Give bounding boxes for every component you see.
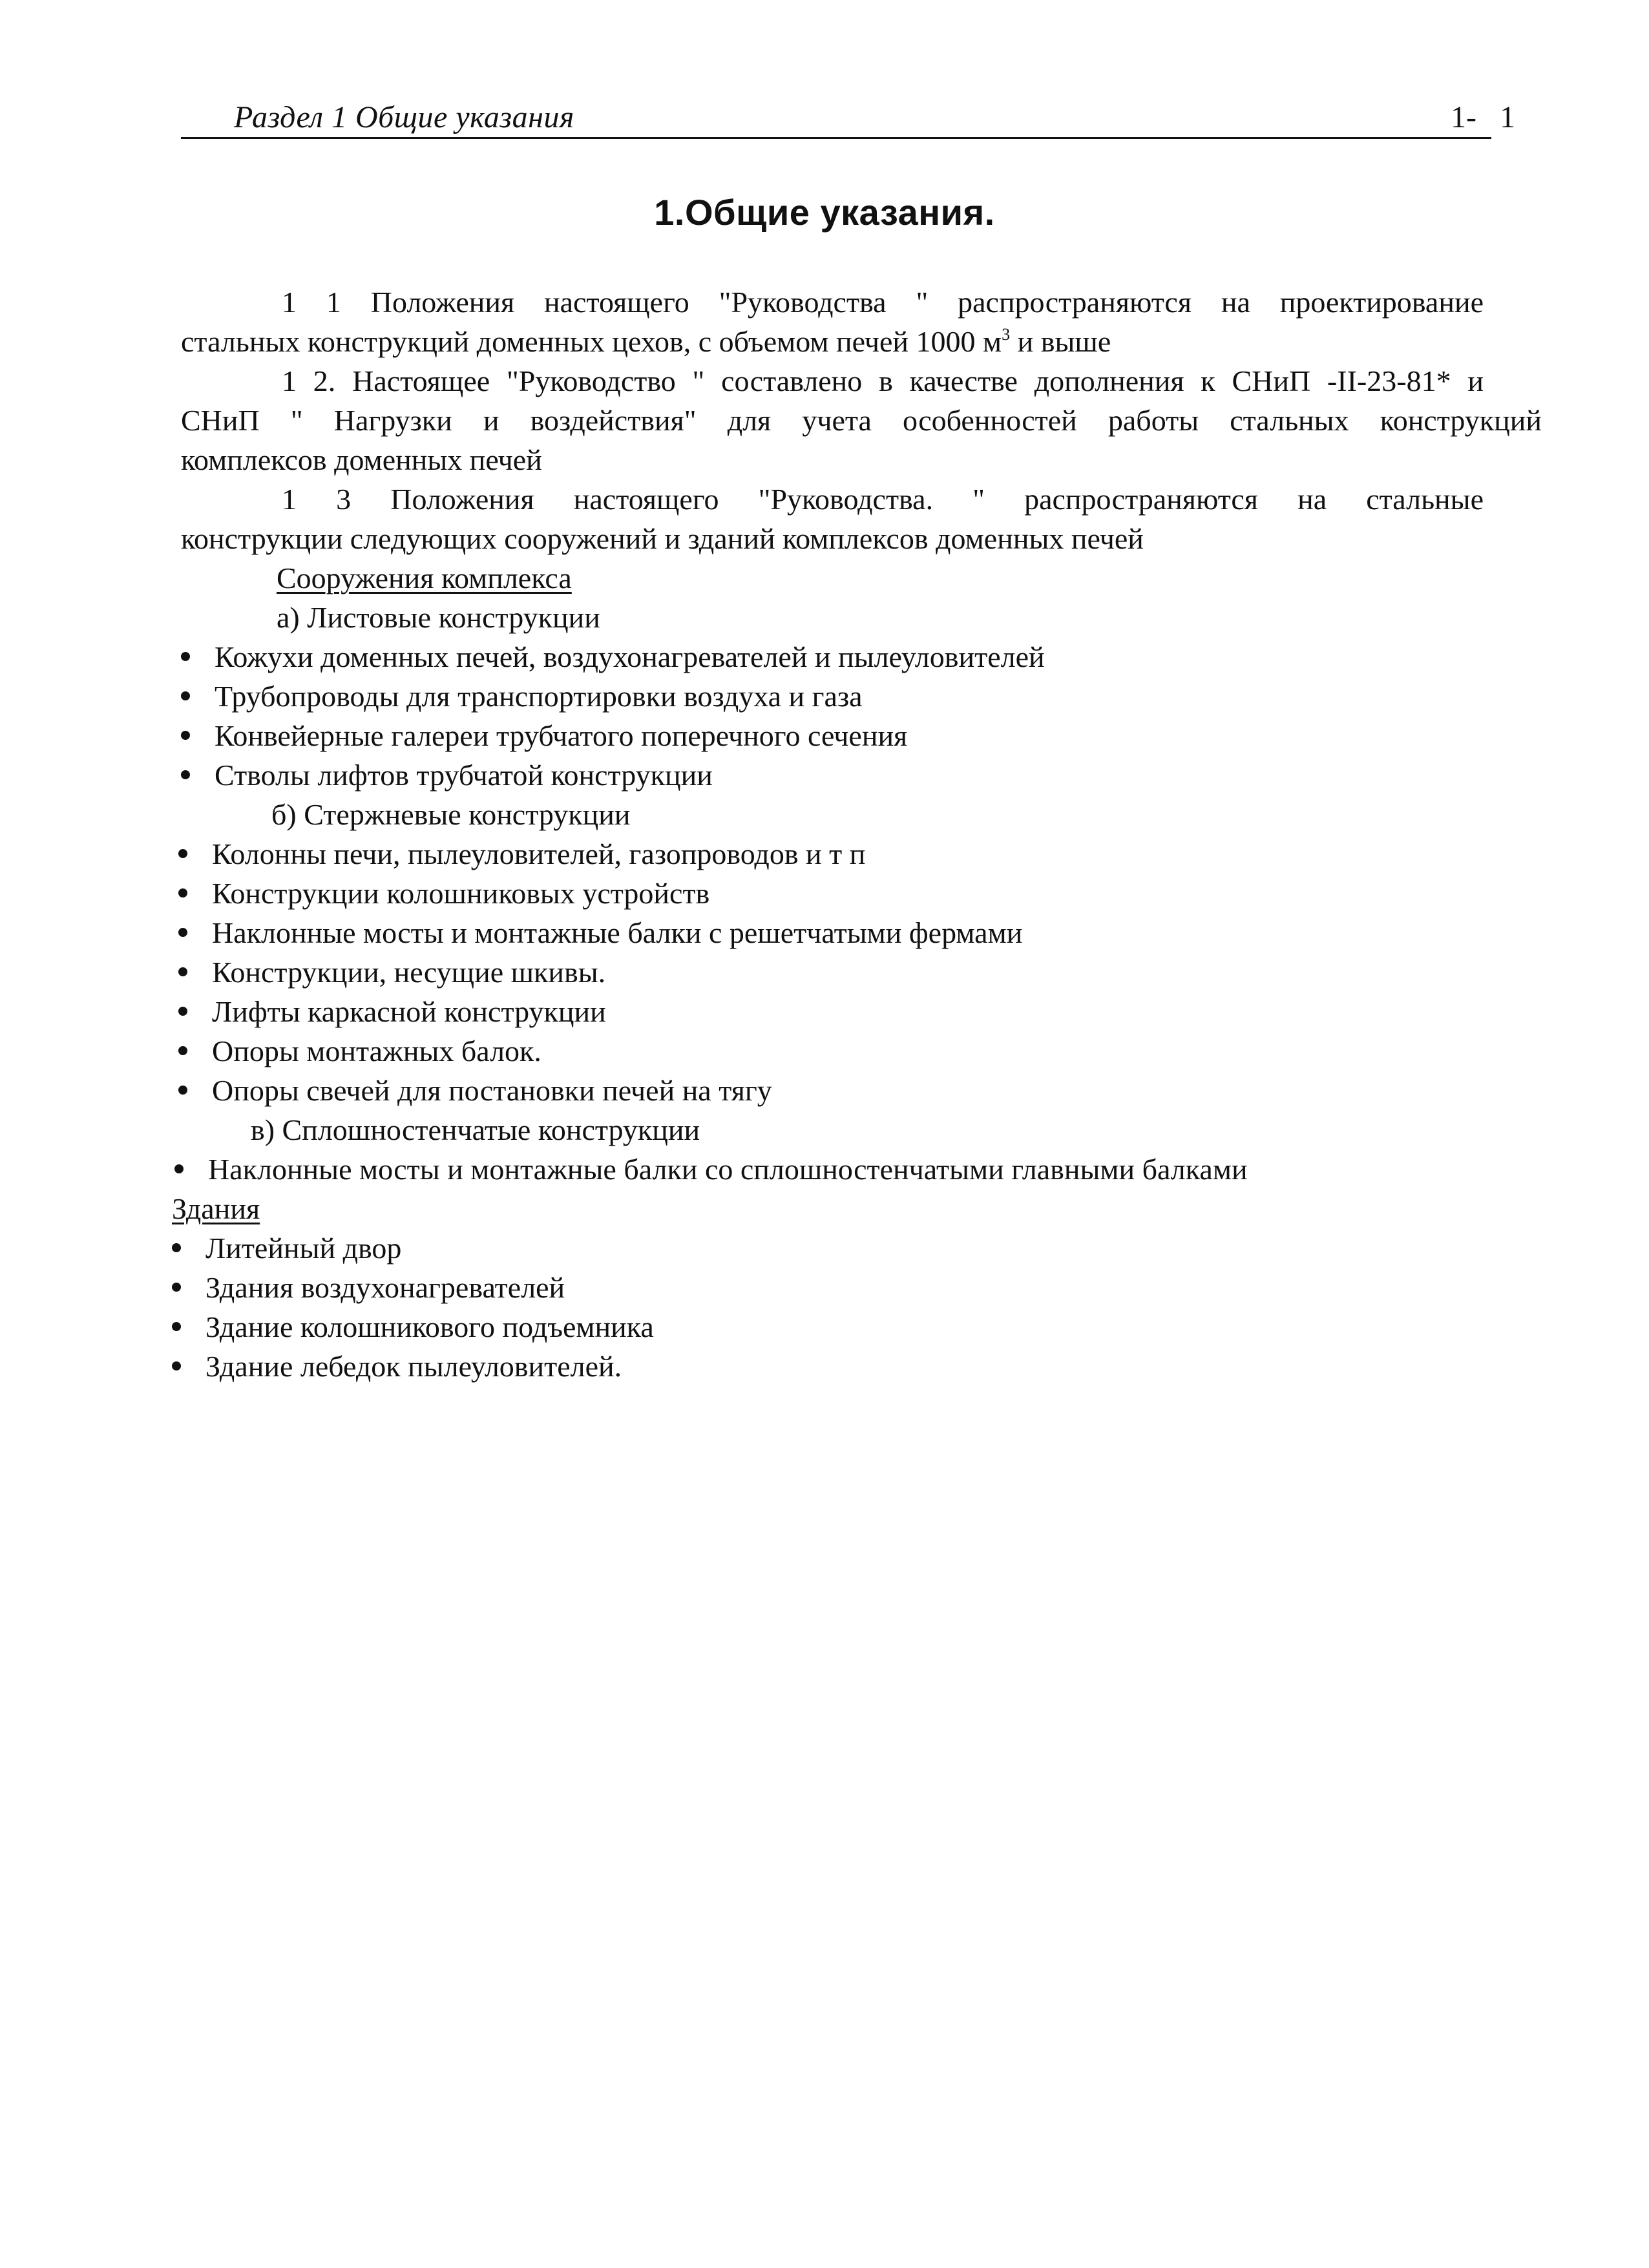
paragraph-1-1-text-end: и выше (1010, 325, 1111, 358)
bullet-icon (181, 731, 190, 740)
bullet-icon (178, 849, 187, 858)
group-a-heading: а) Листовые конструкции (277, 601, 600, 634)
section-title: 1.Общие указания. (654, 192, 995, 233)
paragraph-1-3-line-2: конструкции следующих сооружений и зданий комплексов доменных печей (181, 522, 1144, 555)
bullet-icon (172, 1361, 181, 1370)
running-header (181, 97, 1538, 142)
bullet-icon (178, 928, 187, 937)
bullet-icon (178, 1086, 187, 1095)
bullet-icon (172, 1243, 181, 1252)
bullet-icon (178, 967, 187, 976)
paragraph-1-1-text: стальных конструкций доменных цехов, с объемом печей 1000 м (181, 325, 1002, 358)
superscript-cube: 3 (1002, 325, 1011, 344)
buildings-heading: Здания (172, 1192, 260, 1225)
paragraph-1-1-line-1: 1 1 Положения настоящего "Руководства " распространяются на проектирование (282, 286, 1484, 319)
complex-heading: Сооружения комплекса (277, 562, 572, 594)
bullet-icon (172, 1283, 181, 1292)
bullet-icon (181, 770, 190, 779)
group-b-heading: б) Стержневые конструкции (271, 798, 631, 831)
header-page-number: 1- 1 (1451, 100, 1515, 134)
bullet-icon (174, 1164, 184, 1173)
group-c-heading: в) Сплошностенчатые конструкции (251, 1113, 700, 1146)
paragraph-1-2-line-3: комплексов доменных печей (181, 443, 542, 476)
bullet-icon (181, 691, 190, 700)
paragraph-1-2-line-2: СНиП " Нагрузки и воздействия" для учета особенностей работы стальных конструкций (181, 404, 1542, 437)
paragraph-1-3-line-1: 1 3 Положения настоящего "Руководства. " распространяются на стальные (282, 483, 1484, 516)
header-rule (181, 137, 1491, 139)
paragraph-1-1-line-2 (181, 322, 1111, 361)
bullet-icon (181, 652, 190, 661)
bullet-icon (178, 1007, 187, 1016)
document-page: Раздел 1 Общие указания 1- 1 1.Общие указания. 1 1 Положения настоящего "Руководства " распространяются на проектирование стальных конструкций доменных цехов, с объемом печей 1000 $м^3$ и выше 1 2. Настоящее "Руководство " составлено в качестве дополнения к СНиП -II-23-81* и СНиП " Нагрузки и воздействия" для учета особенностей работы стальных конструкций комплексов доменных печей 1 3 Положения настоящего "Руководства. " распространяются на стальные конструкции следующих сооружений и зданий комплексов доменных печей Сооружения комплекса а) Листовые конструкции Кожухи доменных печей, воздухонагревателей и пылеуловителей Трубопроводы для транспортировки воздуха и газа Конвейерные галереи трубчатого поперечного сечения Стволы лифтов трубчатой конструкции б) Стержневые конструкции Колонны печи, пылеуловителей, газопроводов и т п Конструкции колошниковых устройств Наклонные мосты и монтажные балки с решетчатыми фермами Конструкции, несущие шкивы. Лифты каркасной конструкции Опоры монтажных балок. Опоры свечей для постановки печей на тягу в) Сплошностенчатые конструкции Наклонные мосты и монтажные балки со сплошностенчатыми главными балками Здания Литейный двор Здания воздухонагревателей Здание колошникового подъемника Здание лебедок пылеуловителей. (0, 0, 1649, 2268)
bullet-icon (172, 1322, 181, 1331)
paragraph-1-2-line-1: 1 2. Настоящее "Руководство " составлено в качестве дополнения к СНиП -II-23-81* и (282, 364, 1484, 397)
header-section-title: Раздел 1 Общие указания (234, 100, 574, 134)
bullet-icon (178, 1046, 187, 1055)
bullet-icon (178, 888, 187, 898)
